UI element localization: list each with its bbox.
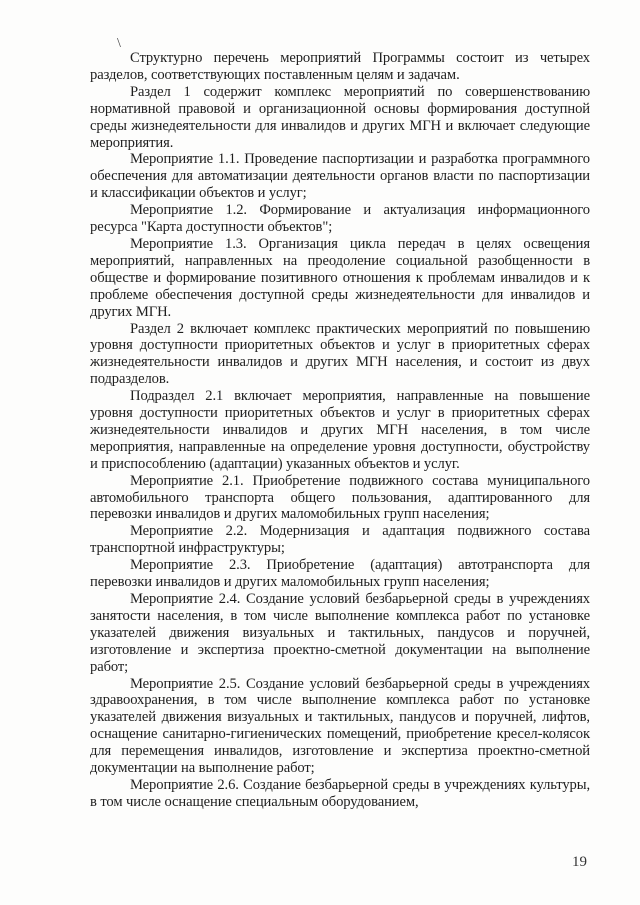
page-number: 19 <box>572 854 587 870</box>
paragraph-measure-1-3: Мероприятие 1.3. Организация цикла передач в целях освещения мероприятий, направленных на преодоление социальной разобщенности в обществе и формирование позитивного отношения к проблемам инвалидов и к проблеме обеспечения доступной среды жизнедеятельности для инвалидов и других МГН. <box>90 235 590 320</box>
paragraph-measure-2-2: Мероприятие 2.2. Модернизация и адаптация подвижного состава транспортной инфраструктуры; <box>90 523 590 557</box>
paragraph-measure-2-5: Мероприятие 2.5. Создание условий безбарьерной среды в учреждениях здравоохранения, в том числе выполнение комплекса работ по установке указателей движения визуальных и тактильных, пандусов и поручней, лифтов, оснащение санитарно-гигиенических помещений, приобретение кресел-колясок для перемещения инвалидов, изготовление и экспертиза проектно-сметной документации на выполнение работ; <box>90 675 590 777</box>
paragraph-measure-2-3: Мероприятие 2.3. Приобретение (адаптация) автотранспорта для перевозки инвалидов и других маломобильных групп населения; <box>90 557 590 591</box>
paragraph-measure-2-4: Мероприятие 2.4. Создание условий безбарьерной среды в учреждениях занятости населения, в том числе выполнение комплекса работ по установке указателей движения визуальных и тактильных, пандусов и поручней, изготовление и экспертиза проектно-сметной документации на выполнение работ; <box>90 591 590 675</box>
paragraph-section-1: Раздел 1 содержит комплекс мероприятий по совершенствованию нормативной правовой и организационной основы формирования доступной среды жизнедеятельности для инвалидов и других МГН и включает следующие мероприятия. <box>90 83 590 151</box>
paragraph-measure-2-1: Мероприятие 2.1. Приобретение подвижного состава муниципального автомобильного транспорта общего пользования, адаптированного для перевозки инвалидов и других маломобильных групп населения; <box>90 472 590 523</box>
paragraph-measure-1-1: Мероприятие 1.1. Проведение паспортизации и разработка программного обеспечения для автоматизации деятельности органов власти по паспортизации и классификации объектов и услуг; <box>90 151 590 202</box>
paragraph-measure-1-2: Мероприятие 1.2. Формирование и актуализация информационного ресурса "Карта доступности объектов"; <box>90 202 590 236</box>
paragraph-intro: Структурно перечень мероприятий Программы состоит из четырех разделов, соответствующих поставленным целям и задачам. <box>90 50 590 83</box>
scan-mark: \ <box>117 36 121 51</box>
paragraph-section-2: Раздел 2 включает комплекс практических мероприятий по повышению уровня доступности приоритетных объектов и услуг в приоритетных сферах жизнедеятельности инвалидов и других МГН населения, и состоит из двух подразделов. <box>90 320 590 388</box>
paragraph-subsection-2-1: Подраздел 2.1 включает мероприятия, направленные на повышение уровня доступности приоритетных объектов и услуг в приоритетных сферах жизнедеятельности инвалидов и других МГН населения, в том числе мероприятия, направленные на определение уровня доступности, обустройству и приспособлению (адаптации) указанных объектов и услуг. <box>90 388 590 472</box>
paragraph-measure-2-6: Мероприятие 2.6. Создание безбарьерной среды в учреждениях культуры, в том числе оснащение специальным оборудованием, <box>90 776 590 810</box>
document-body <box>90 50 590 811</box>
